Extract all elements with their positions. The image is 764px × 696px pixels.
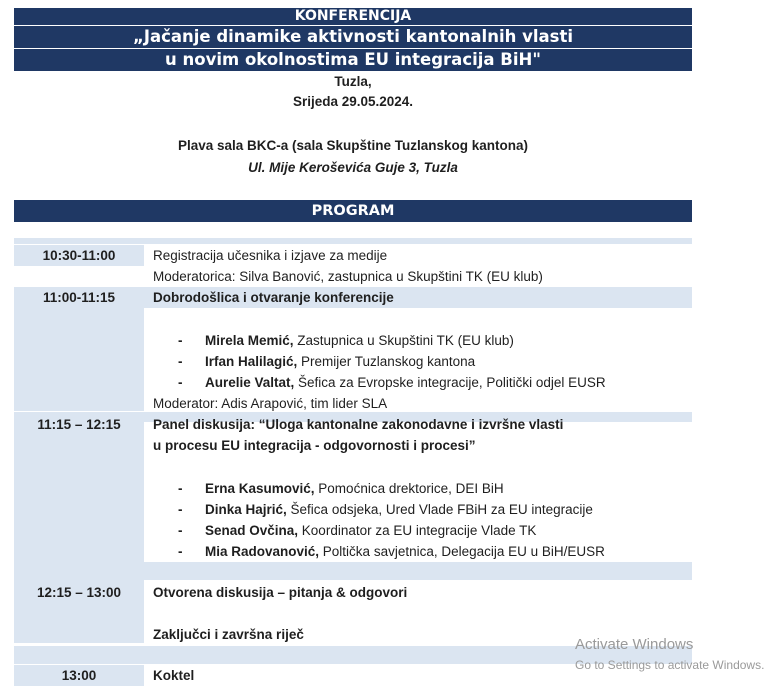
speaker-role: Šefica za Evropske integracije, Politički odjel EUSR: [294, 375, 606, 390]
speaker-entry: [205, 330, 514, 351]
speaker-name: Erna Kasumović,: [205, 481, 315, 496]
speaker-role: Šefica odsjeka, Ured Vlade FBiH za EU integracije: [286, 502, 593, 517]
bullet-dash: -: [178, 544, 183, 559]
session-time: 12:15 – 13:00: [36, 585, 122, 600]
bullet-dash: -: [178, 502, 183, 517]
session-title: Panel diskusija: “Uloga kantonalne zakonodavne i izvršne vlasti: [153, 417, 564, 432]
event-address: Ul. Mije Keroševića Guje 3, Tuzla: [248, 160, 458, 175]
session-time: 13:00: [61, 668, 97, 683]
bullet-dash: -: [178, 375, 183, 390]
speaker-entry: [205, 372, 606, 393]
speaker-role: Zastupnica u Skupštini TK (EU klub): [293, 333, 514, 348]
session-text: Registracija učesnika i izjave za medije: [153, 248, 388, 263]
session-moderator: Moderator: Adis Arapović, tim lider SLA: [153, 396, 388, 411]
conference-title-line2: u novim okolnostima EU integracija BiH": [14, 49, 692, 71]
session-title: Otvorena diskusija – pitanja & odgovori: [153, 585, 408, 600]
activate-windows-watermark: Activate Windows: [575, 636, 694, 653]
conference-label: KONFERENCIJA: [14, 8, 692, 25]
speaker-role: Koordinator za EU integracije Vlade TK: [298, 523, 537, 538]
session-time: 11:15 – 12:15: [37, 417, 121, 432]
speaker-name: Senad Ovčina,: [205, 523, 299, 538]
speaker-name: Dinka Hajrić,: [205, 502, 287, 517]
bullet-dash: -: [178, 523, 183, 538]
speaker-name: Aurelie Valtat,: [205, 375, 295, 390]
program-title: PROGRAM: [14, 200, 692, 222]
bullet-dash: -: [178, 481, 183, 496]
speaker-entry: [205, 520, 536, 541]
session-moderator: Moderatorica: Silva Banović, zastupnica u Skupštini TK (EU klub): [153, 269, 543, 284]
session-time: 10:30-11:00: [42, 248, 116, 263]
conference-title-line1: „Jačanje dinamike aktivnosti kantonalnih vlasti: [14, 26, 692, 48]
event-venue: Plava sala BKC-a (sala Skupštine Tuzlanskog kantona): [177, 138, 529, 153]
bullet-dash: -: [178, 354, 183, 369]
event-city: Tuzla,: [334, 74, 372, 89]
speaker-role: Poltička savjetnica, Delegacija EU u BiH/EUSR: [319, 544, 605, 559]
session-title: Dobrodošlica i otvaranje konferencije: [153, 290, 394, 305]
separator-bar: [14, 238, 692, 244]
session-closing: Zaključci i završna riječ: [153, 627, 304, 642]
session-time: 11:00-11:15: [42, 290, 116, 305]
speaker-entry: [205, 351, 475, 372]
separator-bar: [14, 562, 692, 580]
speaker-role: Pomoćnica drektorice, DEI BiH: [314, 481, 504, 496]
speaker-role: Premijer Tuzlanskog kantona: [297, 354, 476, 369]
speaker-name: Mia Radovanović,: [205, 544, 320, 559]
bullet-dash: -: [178, 333, 183, 348]
event-date: Srijeda 29.05.2024.: [292, 94, 414, 109]
speaker-name: Mirela Memić,: [205, 333, 294, 348]
speaker-entry: [205, 478, 504, 499]
session-title: u procesu EU integracija - odgovornosti i procesi”: [153, 438, 476, 453]
session-title: Koktel: [153, 668, 195, 683]
speaker-entry: [205, 541, 605, 562]
activate-windows-hint: Go to Settings to activate Windows.: [575, 658, 764, 672]
speaker-entry: [205, 499, 593, 520]
speaker-name: Irfan Halilagić,: [205, 354, 298, 369]
